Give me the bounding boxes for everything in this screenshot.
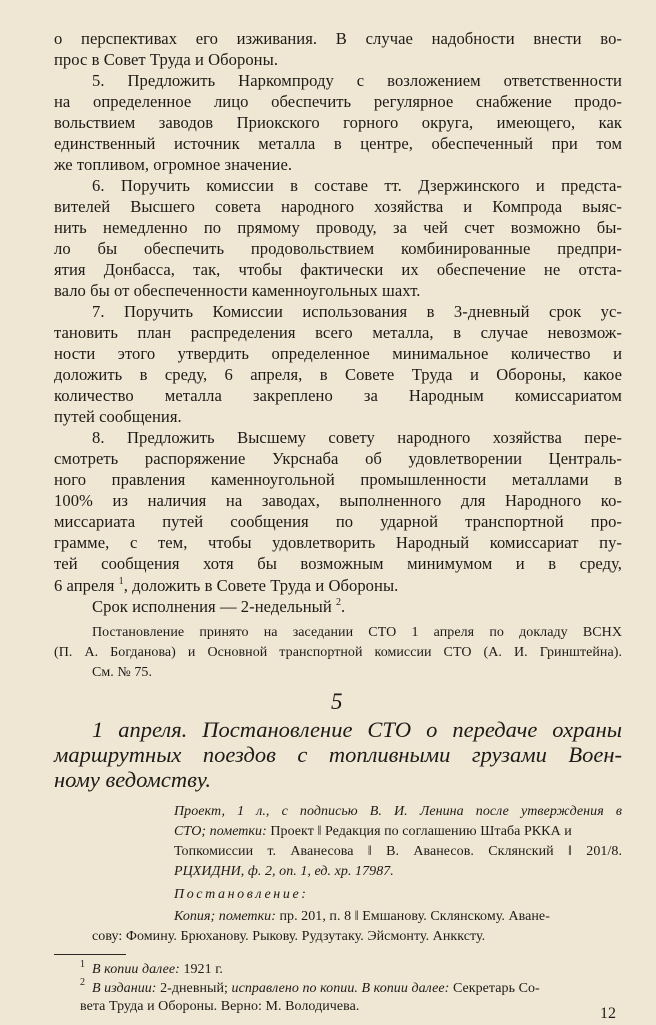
point-8-line: 100% из наличия на заводах, выполненного для Народного ко- bbox=[54, 491, 622, 510]
point-7-line: 7. Поручить Комиссии использования в 3-дневный срок ус- bbox=[92, 302, 622, 321]
note-line: Постановление принято на заседании СТО 1 апреля по докладу ВСНХ bbox=[92, 625, 622, 640]
archive-reference: РЦХИДНИ, ф. 2, оп. 1, ед. хр. 17987. bbox=[174, 864, 394, 879]
copy-line bbox=[174, 910, 550, 924]
note-line: См. № 75. bbox=[92, 665, 153, 680]
point-8-last-line bbox=[54, 577, 398, 595]
point-5-line: же топливом, огромное значение. bbox=[54, 155, 293, 174]
document-title-line: маршрутных поездов с топливными грузами Воен- bbox=[54, 742, 622, 767]
text-span: 2-дневный; bbox=[156, 981, 232, 996]
text-span: , доложить в Совете Труда и Обороны. bbox=[123, 576, 399, 595]
point-5-line: единственный источник металла в центре, обеспеченный при том bbox=[54, 134, 622, 153]
text-span: Срок исполнения — 2-недельный bbox=[92, 597, 336, 616]
footnote-ref-1: 1 bbox=[118, 576, 124, 587]
note-line: (П. А. Богданова) и Основной транспортной комиссии СТО (А. И. Гринштейна). bbox=[54, 645, 622, 660]
page-number: 12 bbox=[600, 1005, 616, 1022]
point-7-line: путей сообщения. bbox=[54, 407, 182, 426]
document-number: 5 bbox=[331, 689, 343, 714]
text-span: СТО; пометки: bbox=[174, 824, 267, 839]
decree-label: Постановление: bbox=[174, 887, 309, 902]
document-title-line: ному ведомству. bbox=[54, 767, 212, 792]
point-8-line: смотреть распоряжение Укрснаба об удовлетворении Централь- bbox=[54, 449, 622, 468]
point-8-line: 8. Предложить Высшему совету народного хозяйства пере- bbox=[92, 428, 622, 447]
text-span: Секретарь Со- bbox=[449, 981, 540, 996]
footnote-1 bbox=[92, 963, 223, 977]
point-6-line: вало бы от обеспеченности каменноугольных шахт. bbox=[54, 281, 421, 300]
text-span: . bbox=[341, 597, 346, 616]
copy-line: сову: Фомину. Брюханову. Рыкову. Рудзутаку. Эйсмонту. Анкксту. bbox=[92, 929, 486, 944]
point-6-line: 6. Поручить комиссии в составе тт. Дзержинского и предста- bbox=[92, 176, 622, 195]
source-line: Проект, 1 л., с подписью В. И. Ленина после утверждения в bbox=[174, 804, 622, 819]
footnote-ref-2: 2 bbox=[335, 597, 342, 608]
point-7-line: доложить в среду, 6 апреля, в Совете Труда и Обороны, какое bbox=[54, 365, 622, 384]
point-6-line: ло бы обеспечить продовольствием комбинированные предпри- bbox=[54, 239, 622, 258]
point-8-line: миссариата путей сообщения по ударной транспортной про- bbox=[54, 512, 622, 531]
text-span: Копия; пометки: bbox=[174, 909, 276, 924]
text-span: В копии далее: bbox=[92, 962, 180, 977]
footnote-2-cont: вета Труда и Обороны. Верно: М. Володичева. bbox=[80, 999, 360, 1014]
point-5-line: вольствием заводов Приокского горного округа, имеющего, как bbox=[54, 113, 622, 132]
text-line: о перспективах его изживания. В случае надобности внести во- bbox=[54, 29, 622, 48]
text-span: 6 апреля bbox=[54, 576, 119, 595]
text-span: 1921 г. bbox=[179, 962, 223, 977]
source-line bbox=[174, 825, 572, 839]
text-span: пр. 201, п. 8 ‖ Емшанову. Склянскому. Аване- bbox=[275, 909, 550, 924]
point-8-line: ного правления каменноугольной промышленности металлами в bbox=[54, 470, 622, 489]
point-6-line: ятия Донбасса, так, чтобы фактически их обеспечение не отста- bbox=[54, 260, 622, 279]
point-8-line: грамме, с тем, чтобы удовлетворить Народный комиссариат пу- bbox=[54, 533, 622, 552]
point-7-line: ности этого утвердить определенное минимальное количество и bbox=[54, 344, 622, 363]
point-5-line: на определенное лицо обеспечить регулярное снабжение продо- bbox=[54, 92, 622, 111]
footnote-divider bbox=[54, 954, 126, 955]
footnote-mark: 2 bbox=[80, 977, 85, 988]
point-8-line: тей сообщения хотя бы возможным минимумом и в среду, bbox=[54, 554, 622, 573]
term-line bbox=[92, 598, 345, 616]
source-line: Топкомиссии т. Аванесова ‖ В. Аванесов. Склянский ‖ 201/8. bbox=[174, 844, 622, 859]
footnote-2 bbox=[92, 982, 540, 996]
text-line: прос в Совет Труда и Обороны. bbox=[54, 50, 279, 69]
text-span: В издании: bbox=[92, 981, 157, 996]
point-7-line: количество металла закреплено за Народным комиссариатом bbox=[54, 386, 622, 405]
point-6-line: нить немедленно по прямому проводу, за чей счет возможно бы- bbox=[54, 218, 622, 237]
point-6-line: вителей Высшего совета народного хозяйства и Компрода выяс- bbox=[54, 197, 622, 216]
text-span: Проект ‖ Редакция по соглашению Штаба РККА и bbox=[266, 824, 572, 839]
point-5-line: 5. Предложить Наркомпроду с возложением ответственности bbox=[92, 71, 622, 90]
point-7-line: тановить план распределения всего металла, в случае невозмож- bbox=[54, 323, 622, 342]
footnote-mark: 1 bbox=[80, 959, 85, 970]
text-span: исправлено по копии. В копии далее: bbox=[231, 981, 450, 996]
document-title-line: 1 апреля. Постановление СТО о передаче охраны bbox=[92, 717, 622, 742]
